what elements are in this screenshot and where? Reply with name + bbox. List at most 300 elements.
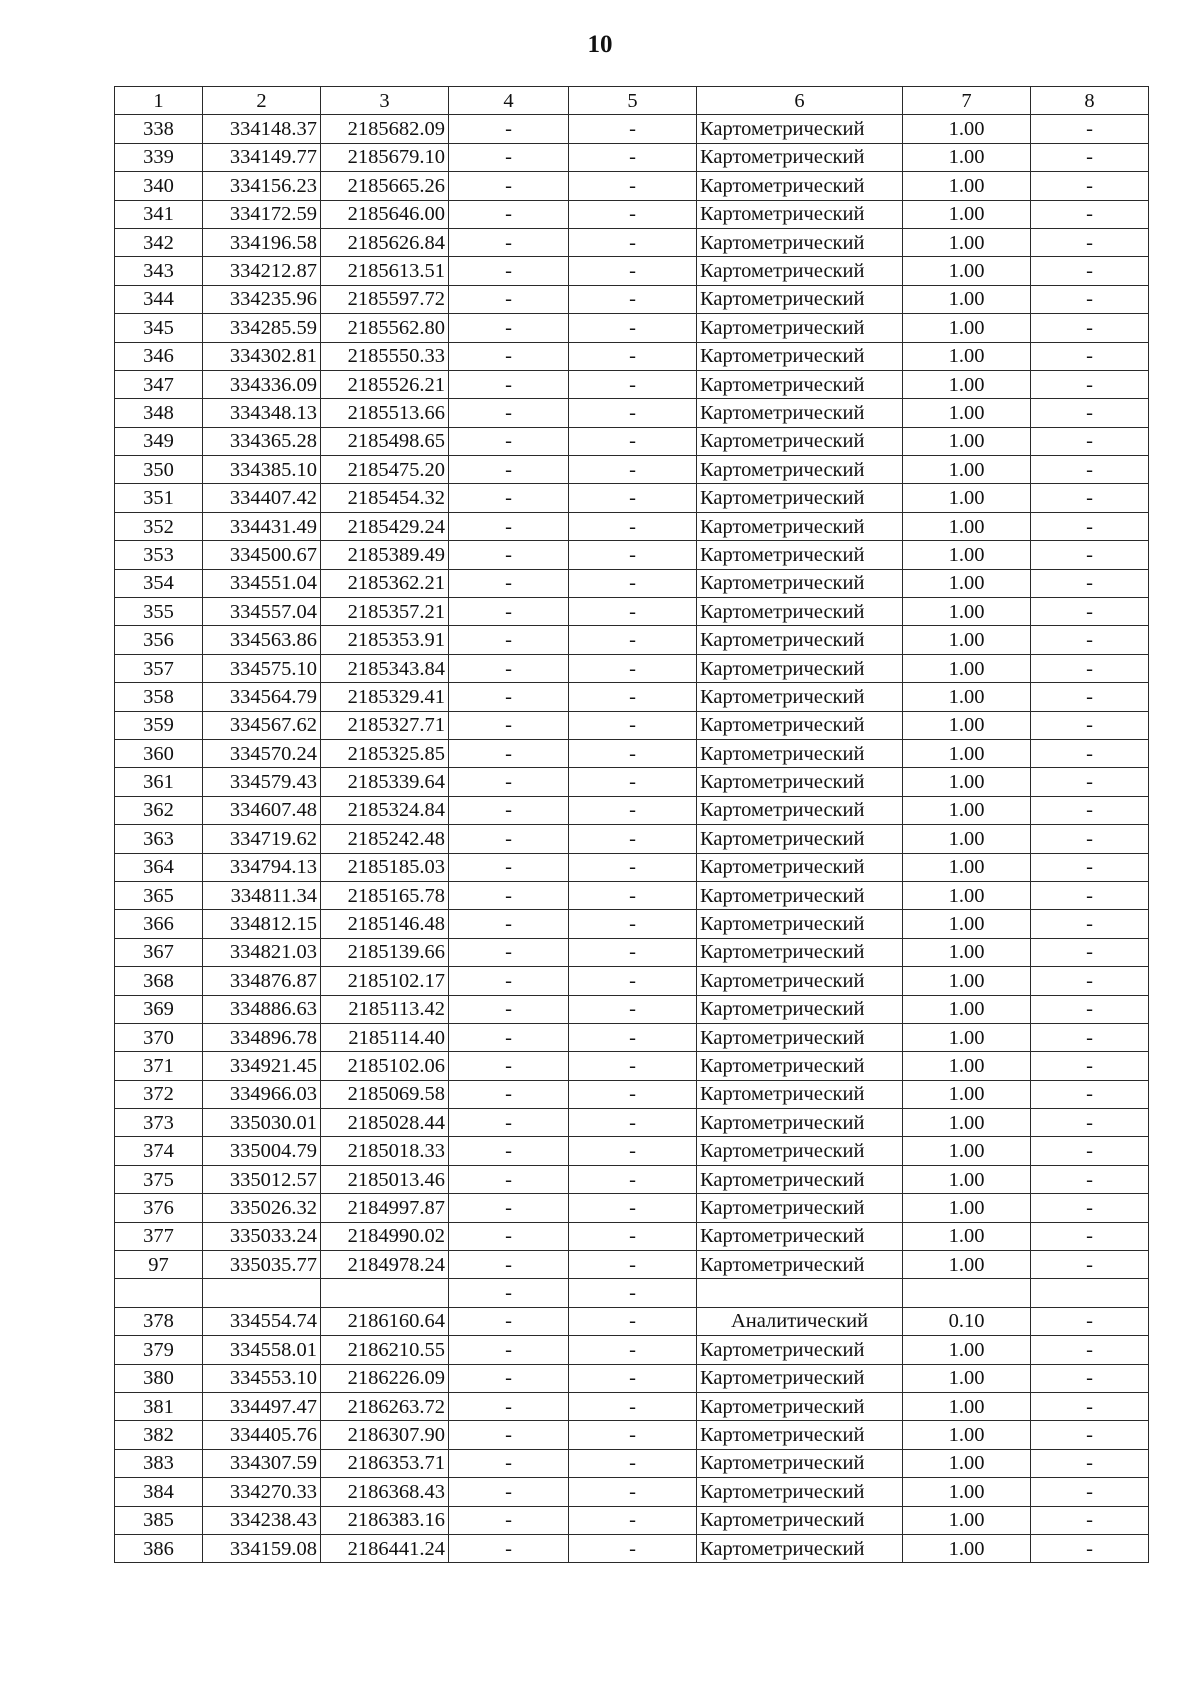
cell-coord-x: 335026.32 [203, 1194, 321, 1222]
cell-coord-x: 334302.81 [203, 342, 321, 370]
cell-method: Картометрический [697, 938, 903, 966]
cell-coord-y: 2185146.48 [321, 910, 449, 938]
cell-col5-value: - [569, 1023, 697, 1051]
cell-method: Картометрический [697, 1534, 903, 1562]
cell-col8-value: - [1031, 200, 1149, 228]
cell-col5-value: - [569, 739, 697, 767]
cell-col4-value: - [449, 1421, 569, 1449]
cell-accuracy: 1.00 [903, 967, 1031, 995]
table-row [115, 200, 1149, 228]
cell-point-number: 347 [115, 370, 203, 398]
cell-point-number: 376 [115, 1194, 203, 1222]
cell-col8-value: - [1031, 1506, 1149, 1534]
cell-coord-y: 2185357.21 [321, 598, 449, 626]
cell-col4-value: - [449, 598, 569, 626]
cell-coord-y: 2185114.40 [321, 1023, 449, 1051]
cell-col5-value: - [569, 370, 697, 398]
cell-col8-value: - [1031, 938, 1149, 966]
cell-point-number: 370 [115, 1023, 203, 1051]
cell-accuracy: 1.00 [903, 711, 1031, 739]
cell-col5-value: - [569, 115, 697, 143]
table-row [115, 228, 1149, 256]
cell-col5-value: - [569, 1506, 697, 1534]
cell-col4-value: - [449, 967, 569, 995]
cell-coord-y: 2185626.84 [321, 228, 449, 256]
cell-coord-y: 2185429.24 [321, 512, 449, 540]
table-row [115, 654, 1149, 682]
cell-accuracy: 1.00 [903, 172, 1031, 200]
cell-coord-x: 334497.47 [203, 1392, 321, 1420]
cell-col4-value: - [449, 1336, 569, 1364]
cell-col8-value: - [1031, 172, 1149, 200]
table-row [115, 1392, 1149, 1420]
cell-col4-value: - [449, 342, 569, 370]
cell-coord-y: 2186263.72 [321, 1392, 449, 1420]
table-header [115, 87, 1149, 115]
cell-col4-value: - [449, 541, 569, 569]
cell-col5-value: - [569, 1165, 697, 1193]
cell-method: Картометрический [697, 1506, 903, 1534]
table-row [115, 1478, 1149, 1506]
cell-point-number: 346 [115, 342, 203, 370]
cell-col4-value: - [449, 285, 569, 313]
cell-coord-y: 2185324.84 [321, 796, 449, 824]
cell-coord-y: 2185646.00 [321, 200, 449, 228]
cell-coord-y: 2185665.26 [321, 172, 449, 200]
cell-col8-value: - [1031, 143, 1149, 171]
cell-coord-y: 2185102.06 [321, 1052, 449, 1080]
cell-coord-x: 334405.76 [203, 1421, 321, 1449]
cell-coord-x: 334285.59 [203, 314, 321, 342]
cell-coord-y: 2185562.80 [321, 314, 449, 342]
cell-col4-value: - [449, 370, 569, 398]
cell-coord-x: 334238.43 [203, 1506, 321, 1534]
cell-point-number: 349 [115, 427, 203, 455]
cell-point-number: 366 [115, 910, 203, 938]
cell-accuracy: 1.00 [903, 768, 1031, 796]
cell-method: Картометрический [697, 739, 903, 767]
cell-point-number: 97 [115, 1251, 203, 1279]
table-row [115, 143, 1149, 171]
cell-col8-value: - [1031, 1364, 1149, 1392]
table-row [115, 1080, 1149, 1108]
cell-col5-value: - [569, 1251, 697, 1279]
cell-coord-x: 334307.59 [203, 1449, 321, 1477]
cell-coord-x: 334886.63 [203, 995, 321, 1023]
cell-accuracy: 1.00 [903, 370, 1031, 398]
cell-coord-y: 2185113.42 [321, 995, 449, 1023]
cell-coord-y: 2185679.10 [321, 143, 449, 171]
cell-col5-value: - [569, 143, 697, 171]
cell-col5-value: - [569, 1392, 697, 1420]
cell-col5-value: - [569, 399, 697, 427]
cell-accuracy: 1.00 [903, 512, 1031, 540]
table-row [115, 1336, 1149, 1364]
cell-accuracy: 1.00 [903, 285, 1031, 313]
cell-coord-x: 334270.33 [203, 1478, 321, 1506]
cell-coord-x: 334385.10 [203, 456, 321, 484]
cell-col4-value: - [449, 796, 569, 824]
table-row [115, 399, 1149, 427]
cell-col5-value: - [569, 427, 697, 455]
cell-coord-x [203, 1279, 321, 1307]
cell-col8-value: - [1031, 342, 1149, 370]
cell-col4-value: - [449, 427, 569, 455]
cell-coord-y: 2186353.71 [321, 1449, 449, 1477]
cell-col4-value: - [449, 768, 569, 796]
cell-point-number: 375 [115, 1165, 203, 1193]
cell-point-number: 373 [115, 1109, 203, 1137]
cell-col8-value: - [1031, 569, 1149, 597]
cell-col4-value: - [449, 1534, 569, 1562]
cell-col4-value: - [449, 200, 569, 228]
cell-col5-value: - [569, 1449, 697, 1477]
cell-point-number: 380 [115, 1364, 203, 1392]
cell-col8-value: - [1031, 456, 1149, 484]
cell-col4-value: - [449, 314, 569, 342]
cell-accuracy: 1.00 [903, 200, 1031, 228]
cell-coord-y: 2185550.33 [321, 342, 449, 370]
cell-col4-value: - [449, 1478, 569, 1506]
cell-coord-y: 2185242.48 [321, 825, 449, 853]
cell-accuracy: 1.00 [903, 569, 1031, 597]
cell-coord-x: 335033.24 [203, 1222, 321, 1250]
cell-accuracy: 1.00 [903, 115, 1031, 143]
cell-point-number: 359 [115, 711, 203, 739]
cell-method: Картометрический [697, 995, 903, 1023]
cell-method: Картометрический [697, 1165, 903, 1193]
cell-point-number: 381 [115, 1392, 203, 1420]
cell-col8-value: - [1031, 1023, 1149, 1051]
cell-col4-value: - [449, 683, 569, 711]
cell-accuracy: 1.00 [903, 1449, 1031, 1477]
cell-accuracy: 1.00 [903, 427, 1031, 455]
column-header: 4 [449, 87, 569, 115]
cell-col8-value: - [1031, 1165, 1149, 1193]
cell-point-number: 369 [115, 995, 203, 1023]
cell-col8-value: - [1031, 228, 1149, 256]
cell-col4-value: - [449, 143, 569, 171]
cell-col4-value: - [449, 654, 569, 682]
cell-coord-y: 2185139.66 [321, 938, 449, 966]
cell-col8-value: - [1031, 626, 1149, 654]
table-row [115, 342, 1149, 370]
cell-col4-value: - [449, 172, 569, 200]
cell-point-number: 379 [115, 1336, 203, 1364]
cell-col8-value: - [1031, 967, 1149, 995]
cell-point-number: 367 [115, 938, 203, 966]
cell-coord-y: 2186383.16 [321, 1506, 449, 1534]
cell-point-number: 368 [115, 967, 203, 995]
cell-accuracy: 1.00 [903, 1080, 1031, 1108]
cell-coord-x: 334500.67 [203, 541, 321, 569]
cell-accuracy: 1.00 [903, 1137, 1031, 1165]
cell-col4-value: - [449, 1194, 569, 1222]
cell-point-number: 351 [115, 484, 203, 512]
cell-accuracy: 1.00 [903, 683, 1031, 711]
cell-method: Картометрический [697, 1194, 903, 1222]
cell-col8-value: - [1031, 654, 1149, 682]
cell-col5-value: - [569, 569, 697, 597]
cell-coord-x: 334557.04 [203, 598, 321, 626]
cell-point-number: 341 [115, 200, 203, 228]
cell-coord-y [321, 1279, 449, 1307]
cell-col4-value: - [449, 711, 569, 739]
cell-col8-value: - [1031, 711, 1149, 739]
cell-accuracy: 1.00 [903, 1421, 1031, 1449]
cell-accuracy: 1.00 [903, 314, 1031, 342]
cell-accuracy: 1.00 [903, 739, 1031, 767]
cell-method: Картометрический [697, 796, 903, 824]
table-row [115, 910, 1149, 938]
cell-col4-value: - [449, 1307, 569, 1335]
cell-coord-x: 334570.24 [203, 739, 321, 767]
cell-col8-value: - [1031, 796, 1149, 824]
table-row [115, 427, 1149, 455]
table-row [115, 569, 1149, 597]
cell-coord-x: 334554.74 [203, 1307, 321, 1335]
table-row [115, 598, 1149, 626]
cell-point-number: 352 [115, 512, 203, 540]
cell-col4-value: - [449, 1137, 569, 1165]
cell-coord-y: 2185613.51 [321, 257, 449, 285]
cell-accuracy: 1.00 [903, 1364, 1031, 1392]
cell-coord-y: 2185513.66 [321, 399, 449, 427]
cell-method: Картометрический [697, 172, 903, 200]
cell-coord-y: 2184997.87 [321, 1194, 449, 1222]
cell-coord-x: 334794.13 [203, 853, 321, 881]
cell-col5-value: - [569, 285, 697, 313]
cell-method [697, 1279, 903, 1307]
page-number: 10 [587, 31, 613, 58]
cell-col5-value: - [569, 512, 697, 540]
cell-accuracy: 1.00 [903, 881, 1031, 909]
cell-method: Картометрический [697, 1052, 903, 1080]
cell-col5-value: - [569, 853, 697, 881]
table-row [115, 314, 1149, 342]
cell-point-number: 360 [115, 739, 203, 767]
cell-coord-x: 334558.01 [203, 1336, 321, 1364]
cell-col8-value: - [1031, 257, 1149, 285]
cell-col5-value: - [569, 1279, 697, 1307]
cell-col5-value: - [569, 938, 697, 966]
cell-coord-y: 2185682.09 [321, 115, 449, 143]
cell-coord-x: 334148.37 [203, 115, 321, 143]
column-header: 5 [569, 87, 697, 115]
cell-col5-value: - [569, 342, 697, 370]
cell-method: Картометрический [697, 825, 903, 853]
cell-coord-x: 334579.43 [203, 768, 321, 796]
cell-method: Картометрический [697, 399, 903, 427]
cell-point-number: 345 [115, 314, 203, 342]
table-row [115, 115, 1149, 143]
cell-col4-value: - [449, 825, 569, 853]
cell-coord-x: 334564.79 [203, 683, 321, 711]
cell-coord-y: 2185069.58 [321, 1080, 449, 1108]
cell-col5-value: - [569, 1336, 697, 1364]
cell-coord-x: 334407.42 [203, 484, 321, 512]
cell-coord-x: 334811.34 [203, 881, 321, 909]
cell-coord-y: 2185102.17 [321, 967, 449, 995]
cell-method: Картометрический [697, 200, 903, 228]
cell-coord-y: 2185018.33 [321, 1137, 449, 1165]
cell-method: Картометрический [697, 967, 903, 995]
table-row [115, 1421, 1149, 1449]
cell-accuracy: 1.00 [903, 1336, 1031, 1364]
cell-col4-value: - [449, 115, 569, 143]
cell-accuracy: 1.00 [903, 1052, 1031, 1080]
cell-col4-value: - [449, 853, 569, 881]
cell-accuracy: 1.00 [903, 825, 1031, 853]
cell-point-number: 354 [115, 569, 203, 597]
table-row [115, 370, 1149, 398]
cell-method: Картометрический [697, 1364, 903, 1392]
coordinates-table [114, 86, 1149, 1563]
cell-point-number: 377 [115, 1222, 203, 1250]
cell-coord-x: 335004.79 [203, 1137, 321, 1165]
table-body [115, 115, 1149, 1563]
cell-accuracy: 1.00 [903, 1109, 1031, 1137]
cell-method: Картометрический [697, 711, 903, 739]
cell-coord-x: 334159.08 [203, 1534, 321, 1562]
cell-point-number: 385 [115, 1506, 203, 1534]
cell-col8-value: - [1031, 1421, 1149, 1449]
cell-method: Картометрический [697, 1478, 903, 1506]
cell-coord-y: 2185389.49 [321, 541, 449, 569]
cell-point-number: 348 [115, 399, 203, 427]
cell-accuracy: 1.00 [903, 1165, 1031, 1193]
cell-method: Картометрический [697, 1421, 903, 1449]
cell-method: Картометрический [697, 484, 903, 512]
cell-col5-value: - [569, 1307, 697, 1335]
cell-coord-x: 334921.45 [203, 1052, 321, 1080]
cell-col8-value: - [1031, 1137, 1149, 1165]
cell-accuracy: 1.00 [903, 598, 1031, 626]
cell-method: Картометрический [697, 228, 903, 256]
cell-coord-y: 2186160.64 [321, 1307, 449, 1335]
table-row [115, 1364, 1149, 1392]
cell-coord-y: 2185327.71 [321, 711, 449, 739]
cell-accuracy: 1.00 [903, 143, 1031, 171]
cell-accuracy: 1.00 [903, 626, 1031, 654]
table-row [115, 995, 1149, 1023]
cell-point-number: 374 [115, 1137, 203, 1165]
cell-col8-value: - [1031, 115, 1149, 143]
cell-col4-value: - [449, 881, 569, 909]
cell-col4-value: - [449, 512, 569, 540]
cell-coord-y: 2185343.84 [321, 654, 449, 682]
cell-coord-x: 334156.23 [203, 172, 321, 200]
cell-col5-value: - [569, 257, 697, 285]
cell-col8-value: - [1031, 881, 1149, 909]
cell-col8-value: - [1031, 1534, 1149, 1562]
cell-col4-value: - [449, 1251, 569, 1279]
cell-col5-value: - [569, 626, 697, 654]
cell-method: Картометрический [697, 626, 903, 654]
cell-col8-value: - [1031, 512, 1149, 540]
cell-coord-y: 2185353.91 [321, 626, 449, 654]
cell-col8-value: - [1031, 768, 1149, 796]
cell-method: Картометрический [697, 342, 903, 370]
table-row [115, 456, 1149, 484]
cell-method: Картометрический [697, 1080, 903, 1108]
cell-coord-x: 334348.13 [203, 399, 321, 427]
cell-col5-value: - [569, 456, 697, 484]
cell-coord-y: 2186307.90 [321, 1421, 449, 1449]
cell-col8-value: - [1031, 1307, 1149, 1335]
cell-col8-value: - [1031, 598, 1149, 626]
cell-method: Картометрический [697, 1392, 903, 1420]
table-row [115, 1023, 1149, 1051]
cell-coord-x: 334821.03 [203, 938, 321, 966]
table-row [115, 825, 1149, 853]
cell-accuracy: 1.00 [903, 541, 1031, 569]
cell-col8-value: - [1031, 399, 1149, 427]
cell-accuracy: 1.00 [903, 257, 1031, 285]
cell-col5-value: - [569, 967, 697, 995]
table-row [115, 1194, 1149, 1222]
cell-point-number: 350 [115, 456, 203, 484]
cell-method: Картометрический [697, 910, 903, 938]
cell-coord-x: 335035.77 [203, 1251, 321, 1279]
cell-coord-y: 2185165.78 [321, 881, 449, 909]
cell-col5-value: - [569, 1478, 697, 1506]
cell-method: Картометрический [697, 115, 903, 143]
cell-col8-value [1031, 1279, 1149, 1307]
column-header: 6 [697, 87, 903, 115]
column-header: 1 [115, 87, 203, 115]
cell-col8-value: - [1031, 1449, 1149, 1477]
cell-col5-value: - [569, 1194, 697, 1222]
cell-col8-value: - [1031, 285, 1149, 313]
cell-point-number: 364 [115, 853, 203, 881]
cell-col4-value: - [449, 1052, 569, 1080]
cell-col5-value: - [569, 825, 697, 853]
cell-col4-value: - [449, 228, 569, 256]
cell-col5-value: - [569, 995, 697, 1023]
cell-coord-x: 334575.10 [203, 654, 321, 682]
cell-col5-value: - [569, 796, 697, 824]
cell-coord-x: 334896.78 [203, 1023, 321, 1051]
cell-point-number: 383 [115, 1449, 203, 1477]
cell-point-number: 361 [115, 768, 203, 796]
table-row [115, 683, 1149, 711]
cell-coord-x: 334567.62 [203, 711, 321, 739]
column-header: 7 [903, 87, 1031, 115]
cell-col8-value: - [1031, 1336, 1149, 1364]
cell-method: Картометрический [697, 1251, 903, 1279]
cell-col8-value: - [1031, 853, 1149, 881]
cell-coord-y: 2185454.32 [321, 484, 449, 512]
cell-col5-value: - [569, 1534, 697, 1562]
cell-method: Картометрический [697, 683, 903, 711]
cell-col8-value: - [1031, 1392, 1149, 1420]
cell-method: Картометрический [697, 1222, 903, 1250]
cell-point-number: 365 [115, 881, 203, 909]
cell-col4-value: - [449, 484, 569, 512]
table-row [115, 881, 1149, 909]
cell-method: Картометрический [697, 456, 903, 484]
cell-coord-x: 334876.87 [203, 967, 321, 995]
cell-accuracy: 1.00 [903, 1194, 1031, 1222]
cell-coord-y: 2185475.20 [321, 456, 449, 484]
cell-accuracy: 1.00 [903, 228, 1031, 256]
cell-col4-value: - [449, 1109, 569, 1137]
cell-coord-x: 334172.59 [203, 200, 321, 228]
cell-accuracy: 1.00 [903, 456, 1031, 484]
table-row [115, 1307, 1149, 1335]
cell-coord-y: 2186441.24 [321, 1534, 449, 1562]
